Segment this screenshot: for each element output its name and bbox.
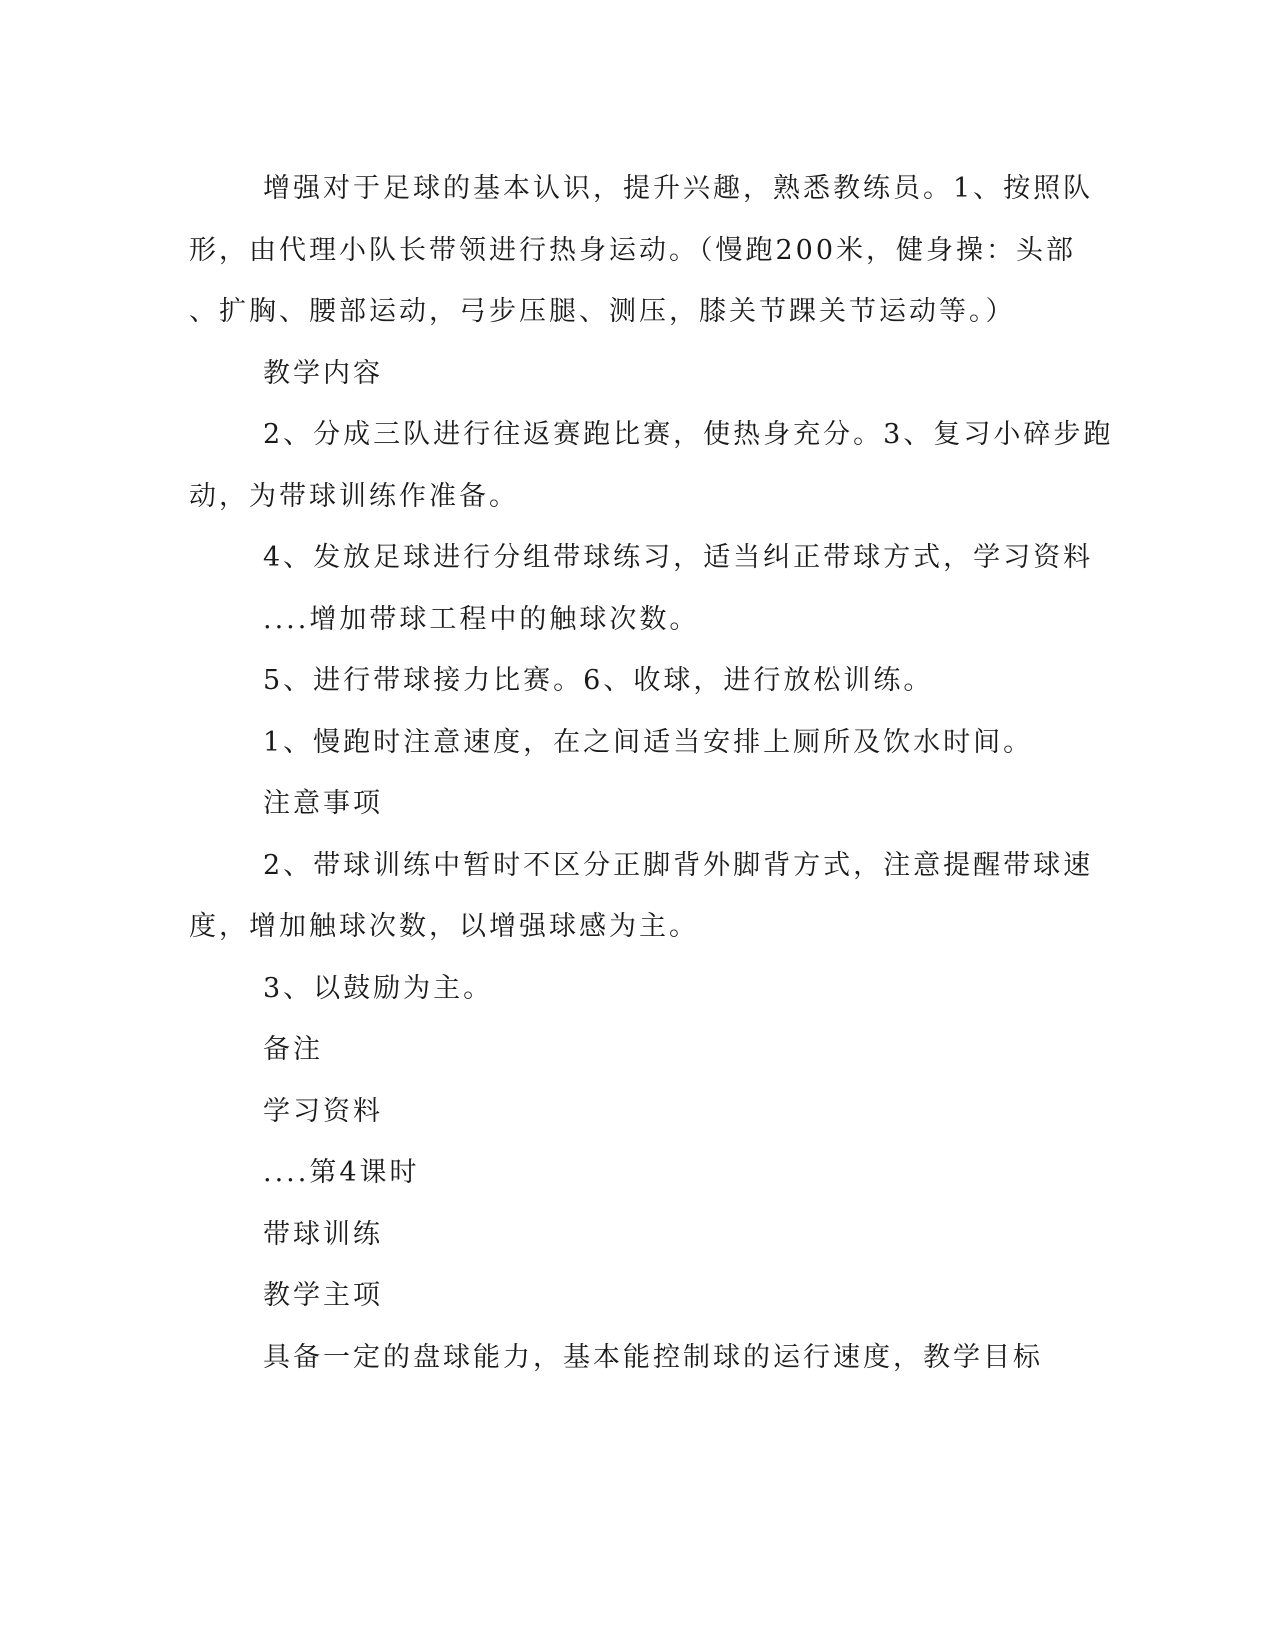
- text-line: 具备一定的盘球能力，基本能控制球的运行速度，教学目标: [263, 1341, 1043, 1373]
- text-line: ....增加带球工程中的触球次数。: [263, 603, 700, 635]
- section-heading: 注意事项: [263, 788, 383, 819]
- text-line: 带球训练: [263, 1218, 383, 1250]
- text-line: 2、分成三队进行往返赛跑比赛，使热身充分。3、复习小碎步跑: [263, 419, 1114, 450]
- text-line: 增强对于足球的基本认识，提升兴趣，熟悉教练员。1、按照队: [263, 173, 1094, 204]
- text-line: 动，为带球训练作准备。: [189, 480, 519, 512]
- text-line: 3、以鼓励为主。: [263, 972, 494, 1004]
- text-line: 形，由代理小队长带领进行热身运动。（慢跑200米，健身操：头部: [189, 234, 1077, 266]
- text-line: 度，增加触球次数，以增强球感为主。: [189, 911, 699, 942]
- section-heading: 教学内容: [263, 357, 383, 389]
- document-body: [189, 158, 1114, 1388]
- text-line: 学习资料: [263, 1095, 383, 1127]
- text-line: 、扩胸、腰部运动，弓步压腿、测压，膝关节踝关节运动等。）: [189, 296, 1016, 327]
- text-line: 5、进行带球接力比赛。6、收球，进行放松训练。: [263, 665, 934, 696]
- text-line: 1、慢跑时注意速度，在之间适当安排上厕所及饮水时间。: [263, 726, 1034, 758]
- text-line: 4、发放足球进行分组带球练习，适当纠正带球方式，学习资料: [263, 542, 1094, 573]
- section-heading: 备注: [263, 1034, 323, 1065]
- section-heading: 教学主项: [263, 1280, 383, 1311]
- text-line: 2、带球训练中暂时不区分正脚背外脚背方式，注意提醒带球速: [263, 849, 1094, 881]
- text-line: ....第4课时: [263, 1157, 420, 1188]
